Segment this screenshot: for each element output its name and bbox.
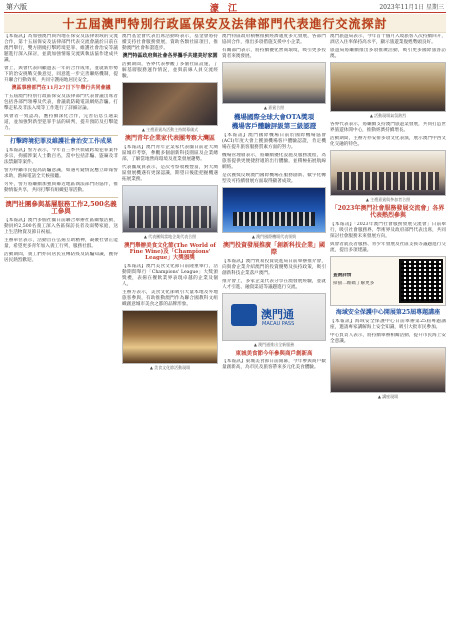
article-paragraph: 【本報訊】海域安全保護中心日前舉辦第25屆專題講座，邀請專家講解海上安全知識，吸引大批市民參加。: [330, 318, 446, 330]
headline: 澳門舉辦美食文化節(The World of Fine Wine)及「Champions' League」大獎頒獎: [124, 242, 216, 262]
award-stage-photo: [222, 187, 326, 233]
event-photo: [122, 82, 218, 126]
article-paragraph: 澳門基金會代表出席活動時表示，基金會將持續支持社會服務發展，資助各類社區項目，推動澳門社會和諧進步。: [122, 34, 218, 51]
article-paragraph: 推介會上，多家企業代表分享在澳發展經驗，並就人才引進、融資渠道等議題進行交流。: [222, 278, 326, 290]
headline: 海域安全保護中心開展第25屆專題講座: [335, 308, 441, 316]
photo-caption: ▲ 講座現場: [377, 393, 399, 399]
article-paragraph: 【本報訊】澳門青年企業家代表團日前赴大灣區城市考察，參觀多個創新科技園區及企業總部，了解當地營商環境及產業發展趨勢。: [122, 144, 218, 162]
brand-subtitle: MACAU PASS: [262, 320, 295, 327]
headline: 澳門社團參與基層服務工作2,500名義工參與: [5, 199, 117, 216]
article-paragraph: 【本報訊】澳門多個社團日前聯合舉辦社區關懷活動，動員約2,500名義工深入各區探訪長者及弱勢家庭，送上生活物資及節日祝福。: [4, 217, 118, 235]
date-line: 2023年11月1日 星期三: [379, 4, 444, 11]
article-paragraph: 機場管理層表示，將繼續優化設施及服務流程，為旅客提供更便捷舒適的出行體驗，並積極拓展航線網絡。: [222, 152, 326, 170]
article-paragraph: 主辦方表示，美食文化節吸引大量本地及外地旅客參與，有助推動澳門作為聯合國教科文組織創意城市美食之都的品牌形象。: [122, 289, 218, 307]
article-paragraph: 中心負責人表示，將持續舉辦相關活動，提升市民海上安全意識。: [330, 332, 446, 344]
header-rule: [4, 12, 446, 13]
article-paragraph: 澳門旅遊局表示，今年首十個月入境旅客人次持續回升，酒店入住率保持高水平，顯示旅遊業復甦勢頭良好。: [330, 34, 446, 45]
group-photo: [222, 62, 326, 104]
article-paragraph: 代表團成員表示，是次考察收穫豐富，對大灣區發展機遇有更深認識，期望日後能把握機遇拓展業務。: [122, 164, 218, 182]
headline: 機場國際全球大會OTA獎項: [233, 113, 315, 121]
article-paragraph: 【本報訊】東城美食節日前開幕，今年參與商戶數量創新高，為市民及旅客帶來多元化美食體驗。: [222, 359, 326, 371]
divider: [4, 135, 118, 136]
brand-name: 澳門通: [261, 307, 294, 321]
article-paragraph: 十五屆澳門特別行政區保安及法律部門代表會議出席者包括各部門領導及代表，會議就防範電訊網絡詐騙、打擊走私及非法入境等工作進行了詳細討論。: [4, 93, 118, 111]
article-paragraph: 主辦單位表示，活動旨在弘揚互助精神，凝聚社會正能量，希望更多青年加入義工行列，服務社群。: [4, 237, 118, 249]
article-paragraph: 各界代表表示，將繼續支持澳門旅遊業發展，共同打造世界旅遊休閒中心，推動經濟持續增長。: [330, 122, 446, 133]
qr-box: [330, 256, 446, 306]
photo-caption: ▲ 美食文化節活動現場: [149, 364, 191, 370]
headline: 澳門青年企業家代表團考察大灣區: [124, 134, 215, 142]
subheading: 打擊跨境犯罪及維護社會治安工作成果: [9, 137, 112, 145]
article-paragraph: 活動期間，主辦方亦安排多項文化表演，展示澳門中西文化交融的特色。: [330, 136, 446, 147]
section-title: 濠 江: [209, 4, 241, 14]
photo-caption: ▲ 主禮嘉賓與參加者合照: [365, 197, 411, 202]
event-photo: [330, 62, 446, 112]
banner-headline: 十五屆澳門特別行政區保安及法律部門代表進行交流探討: [62, 17, 388, 31]
headline: 「2023年澳門社會服務發展交流會」各界代表熱烈參與: [331, 205, 445, 219]
people-row: [129, 206, 211, 228]
subheading: 澳區事務部門在11月27日下午舉行共同會議: [11, 85, 111, 91]
article-paragraph: 【本報訊】「2023年澳門社會服務發展交流會」日前舉行，吸引社會服務界、學術界及政府部門代表出席，共同探討社會服務未來發展方向。: [330, 221, 446, 239]
article-paragraph: 另外，警方將繼續加強與鄰近地區執法部門的協作，推動情報共享，共同打擊有組織犯罪活動。: [4, 181, 118, 193]
article-paragraph: 【本報訊】澳門美食文化節日前隆重舉行，活動期間舉行「Champions' League」大獎頒獎禮，表揚在餐飲業界表現卓越的企業及個人。: [122, 263, 218, 287]
article-paragraph: 有關部門表示，將持續優化營商環境，吸引更多投資者來澳發展。: [222, 48, 326, 59]
column-3: [222, 34, 326, 373]
article-paragraph: 是次獲獎反映澳門國際機場在服務創新、數字化轉型及可持續發展方面取得顯著成效。: [222, 172, 326, 184]
qr-code-icon[interactable]: [399, 259, 443, 303]
people-row: [233, 212, 315, 226]
article-paragraph: 與會者一致認為，應持續深化合作，完善信息互通渠道，並加強對新型犯罪手法的研判，提升預防及打擊能力。: [4, 113, 118, 131]
divider: [4, 197, 118, 198]
group-photo: [122, 185, 218, 233]
article-paragraph: 警方呼籲市民提高防騙意識，如遇可疑情況應立即報警求助，熱線電話全天候接聽。: [4, 167, 118, 179]
headline: 東城美食節今年參與商戶創新高: [235, 350, 313, 357]
article-paragraph: 【本報訊】為加強澳門與內地在保安及法律領域的交流合作，第十五屆保安及法律部門代表交流會議於日前在澳門舉行，雙方圍繞打擊跨境犯罪、維護社會治安等議題進行深入探討，並就加強情報交流與執法協作達成共識。: [4, 34, 118, 63]
column-1: [4, 34, 118, 266]
main-banner: [4, 14, 446, 33]
photo-caption: ▲ 代表團與當地企業代表合照: [143, 233, 197, 239]
restaurant-photo: [122, 310, 218, 364]
qr-label: 查詢詳情: [333, 272, 352, 278]
article-paragraph: 與會者就長者服務、青少年發展及社區支援等議題進行交流，提出多項建議。: [330, 241, 446, 253]
macau-pass-photo: [222, 293, 326, 341]
column-4: [330, 34, 446, 403]
group-photo: [330, 150, 446, 196]
photo-caption: ▲ 活動現場氣氛熱烈: [369, 113, 407, 118]
photo-caption: ▲ 澳門通推出全新服務: [253, 341, 295, 347]
qr-text: 掃描二維碼了解更多: [333, 280, 375, 286]
article-paragraph: 活動期間，義工們亦向居民宣傳防疫及防騙知識，獲得居民熱烈歡迎。: [4, 251, 118, 263]
article-paragraph: 【本報訊】澳門國際機場日前於國際機場協會(ACI)年度大會上獲頒機場客戶體驗認證，肯定機場在提升旅客服務質素方面的努力。: [222, 132, 326, 150]
article-paragraph: 【本報訊】警方表示，今年首三季共偵破跨境犯罪案件多宗，拘捕涉案人士數百名，當中包括詐騙、盜竊及非法禁錮等案件。: [4, 147, 118, 165]
headline-secondary: 機場客戶體驗評級第三級認證: [231, 122, 317, 131]
page-number: 第六版: [6, 3, 27, 11]
article-paragraph: 澳門特區政府積極推動經濟適度多元發展，各部門協同合作，推出多項措施支援中小企業。: [222, 34, 326, 45]
subheading: 澳門特區政府與社會各界攜手共建美好家園: [122, 53, 218, 59]
article-paragraph: 【本報訊】澳門貿易投資促進局日前舉辦推介會，向與會企業介紹澳門的投資優勢及扶持政策，吸引創新科技企業落戶澳門。: [222, 258, 326, 276]
photo-caption: ▲ 主禮嘉賓為活動主持開幕儀式: [141, 126, 199, 132]
page-header: [0, 0, 450, 14]
article-paragraph: 旅遊局將繼續推出多項推廣活動，吸引更多國際旅客訪澳。: [330, 48, 446, 59]
headline: 澳門投資發展推廣「創新科技企業」國際: [222, 241, 325, 256]
article-paragraph: 會上，與會代表回顧過去一年的合作成果，並就新形勢下的治安挑戰交換意見，同意進一步完善聯絡機制，提升聯合行動效率，共同守護兩地居民安全。: [4, 66, 118, 83]
lecture-photo: [330, 347, 446, 393]
column-2: [122, 34, 218, 374]
article-paragraph: 活動期間，各界代表參觀了多個社區設施，了解基層服務運作情況，並與前線人員交流經驗。: [122, 61, 218, 79]
photo-caption: ▲ 澳門國際機場代表領獎: [251, 233, 297, 239]
logo-mark: [231, 304, 257, 326]
people-row: [337, 172, 439, 190]
photo-caption: ▲ 嘉賓合照: [263, 105, 285, 110]
